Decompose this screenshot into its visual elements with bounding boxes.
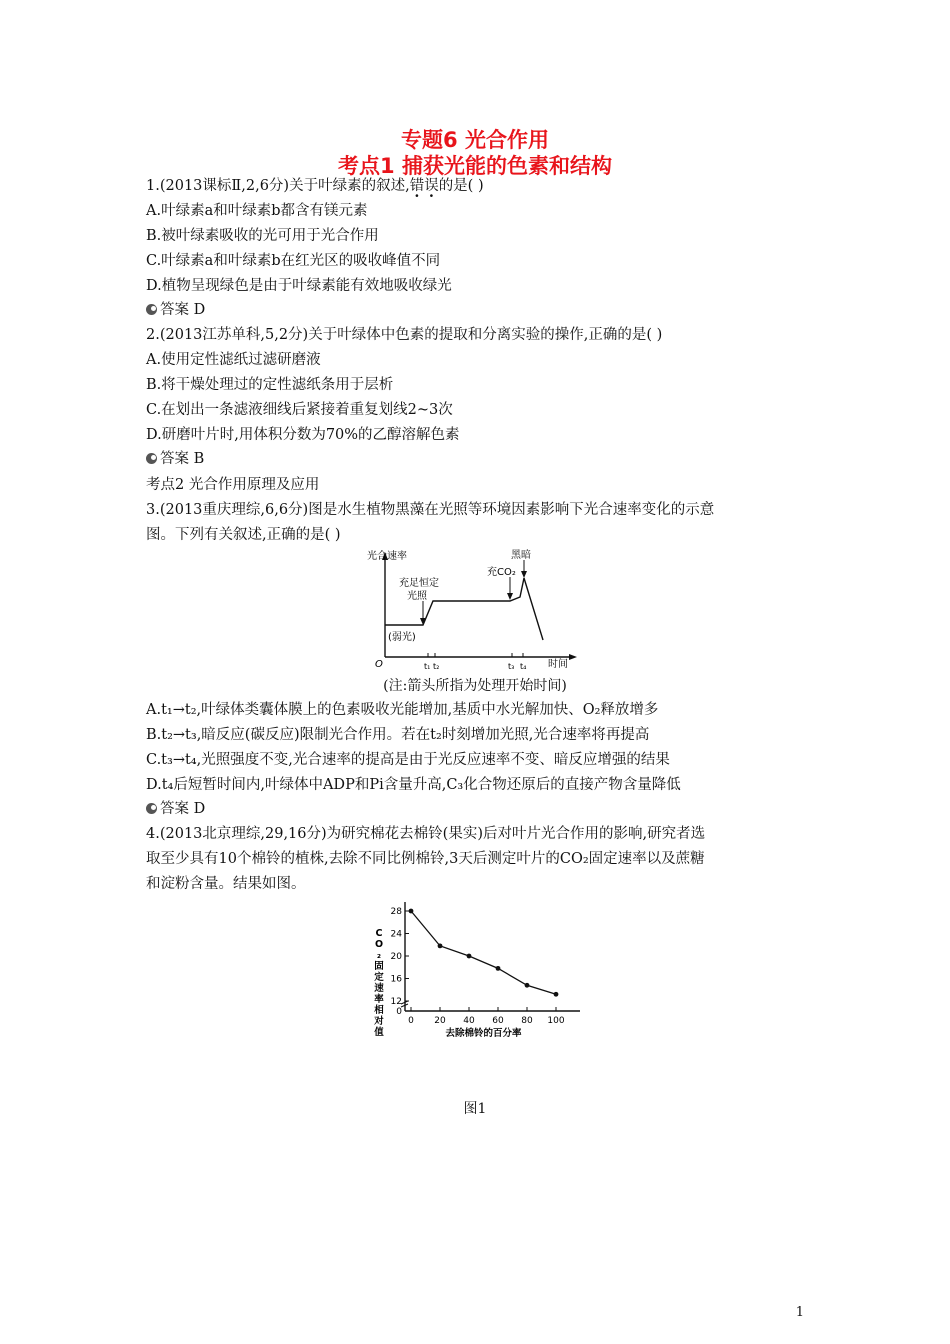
x-tick-label: 100 [547, 1016, 565, 1026]
question-2-option-a: A.使用定性滤纸过滤研磨液 [146, 352, 321, 368]
diagram-label-weak-light: (弱光) [388, 632, 416, 643]
diagram-y-label: 光合速率 [367, 551, 407, 562]
diagram-label-dark: 黑暗 [511, 550, 531, 561]
photosynthesis-rate-diagram [365, 545, 585, 673]
question-1-option-b: B.被叶绿素吸收的光可用于光合作用 [146, 228, 379, 244]
page-number: 1 [795, 1305, 804, 1320]
diagram-x-label: 时间 [548, 659, 568, 670]
diagram-tick-t4: t₄ [520, 662, 527, 671]
question-1-option-c: C.叶绿素a和叶绿素b在红光区的吸收峰值不同 [146, 253, 441, 269]
y-axis-label: C O ₂ 固定速率相对值 [374, 928, 384, 1038]
question-3-figure-note: (注:箭头所指为处理开始时间) [383, 678, 567, 694]
question-3-option-b: B.t₂→t₃,暗反应(碳反应)限制光合作用。若在t₂时刻增加光照,光合速率将再提高 [146, 727, 650, 743]
answer-icon [146, 803, 157, 814]
y-tick-label: 24 [390, 929, 402, 940]
question-2-answer: 答案 B [146, 447, 204, 468]
x-tick-label: 0 [408, 1016, 414, 1026]
question-3-option-a: A.t₁→t₂,叶绿体类囊体膜上的色素吸收光能增加,基质中水光解加快、O₂释放增多 [146, 702, 659, 718]
data-point [525, 983, 530, 988]
co2-fixation-chart [365, 890, 595, 1039]
question-3-option-d: D.t₄后短暂时间内,叶绿体中ADP和Pi含量升高,C₃化合物还原后的直接产物含量降低 [146, 777, 681, 793]
section-heading-1: 考点1 捕获光能的色素和结构 [338, 154, 612, 178]
series-line [411, 911, 556, 994]
question-1-option-a: A.叶绿素a和叶绿素b都含有镁元素 [146, 203, 368, 219]
y-tick-label: 16 [390, 974, 402, 985]
question-4-stem-line-3: 和淀粉含量。结果如图。 [146, 876, 306, 892]
diagram-tick-t2: t₂ [433, 662, 440, 671]
section-heading-2: 考点2 光合作用原理及应用 [146, 477, 320, 493]
question-2-stem: 2.(2013江苏单科,5,2分)关于叶绿体中色素的提取和分离实验的操作,正确的是( ) [146, 327, 663, 343]
question-3-option-c: C.t₃→t₄,光照强度不变,光合速率的提高是由于光反应速率不变、暗反应增强的结果 [146, 752, 670, 768]
question-1-option-d: D.植物呈现绿色是由于叶绿素能有效地吸收绿光 [146, 278, 452, 294]
y-tick-label: 20 [390, 952, 402, 962]
data-point [554, 992, 559, 997]
question-3-answer: 答案 D [146, 797, 205, 818]
diagram-label-light-2: 光照 [407, 591, 427, 602]
x-tick-label: 40 [463, 1016, 475, 1026]
y-tick-label: 28 [390, 907, 402, 917]
question-2-option-b: B.将干燥处理过的定性滤纸条用于层析 [146, 377, 394, 393]
page-title: 专题6 光合作用 [401, 128, 549, 152]
figure-1-caption: 图1 [463, 1101, 487, 1117]
question-4-stem-line-1: 4.(2013北京理综,29,16分)为研究棉花去棉铃(果实)后对叶片光合作用的影响,研究者选 [146, 826, 706, 842]
data-point [438, 943, 443, 948]
answer-icon [146, 453, 157, 464]
question-4-stem-line-2: 取至少具有10个棉铃的植株,去除不同比例棉铃,3天后测定叶片的CO₂固定速率以及蔗糖 [146, 851, 705, 867]
diagram-tick-t3: t₃ [508, 662, 515, 671]
diagram-label-co2: 充CO₂ [487, 567, 516, 578]
diagram-origin: O [375, 659, 383, 670]
x-tick-label: 80 [521, 1016, 533, 1026]
diagram-label-light-1: 充足恒定 [399, 578, 439, 589]
diagram-tick-t1: t₁ [424, 662, 431, 671]
y-tick-label: 0 [396, 1007, 402, 1017]
question-3-stem-line-1: 3.(2013重庆理综,6,6分)图是水生植物黑藻在光照等环境因素影响下光合速率变化的示意 [146, 502, 715, 518]
y-tick-label: 12 [390, 997, 402, 1007]
question-1-answer: 答案 D [146, 298, 205, 319]
question-2-option-c: C.在划出一条滤液细线后紧接着重复划线2~3次 [146, 402, 453, 418]
question-1-stem: 1.(2013课标Ⅱ,2,6分)关于叶绿素的叙述,错误的是( ) [146, 178, 484, 194]
data-point [409, 909, 414, 914]
question-2-option-d: D.研磨叶片时,用体积分数为70%的乙醇溶解色素 [146, 427, 460, 443]
x-axis-label: 去除棉铃的百分率 [445, 1028, 522, 1039]
answer-icon [146, 304, 157, 315]
x-tick-label: 60 [492, 1016, 504, 1026]
question-3-stem-line-2: 图。下列有关叙述,正确的是( ) [146, 527, 341, 543]
x-tick-label: 20 [434, 1016, 446, 1026]
data-point [467, 954, 472, 959]
data-point [496, 966, 501, 971]
